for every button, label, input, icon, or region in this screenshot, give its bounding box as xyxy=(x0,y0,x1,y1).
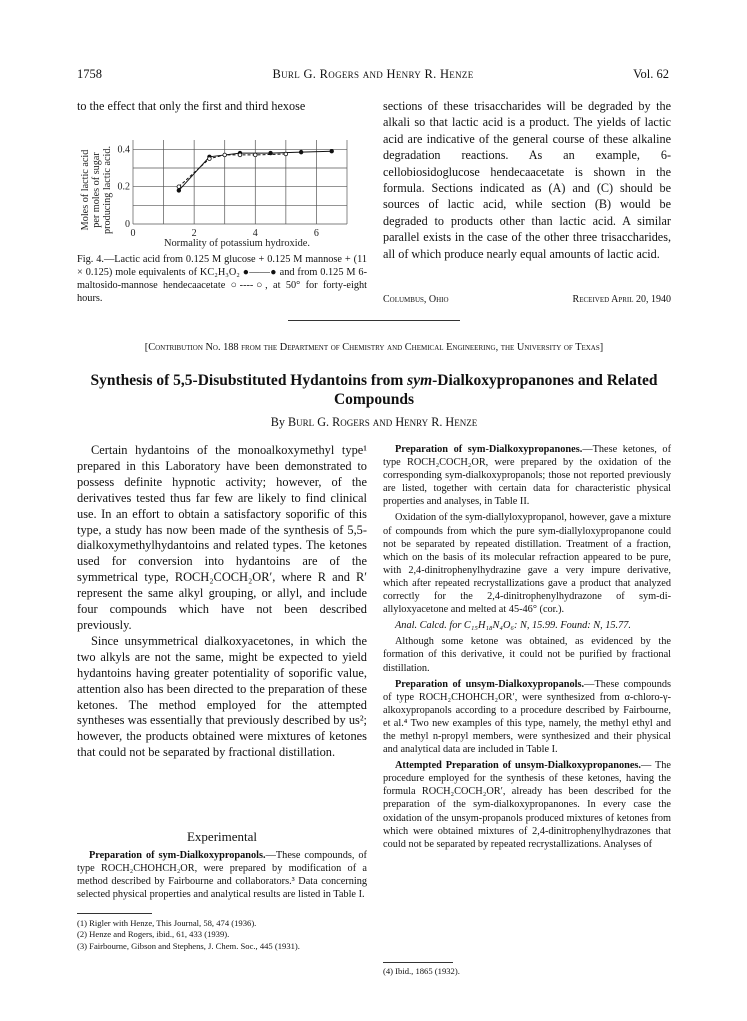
byline-by: By xyxy=(270,415,285,429)
running-authors: Burl G. Rogers and Henry R. Henze xyxy=(272,67,474,81)
series-1-point xyxy=(299,150,303,154)
series-2-point xyxy=(177,185,181,189)
series-2-line xyxy=(179,154,286,187)
prep4-body: — The procedure employed for the synthesis of these ketones, having the formula ROCH₂COCH₂OR′, already has been described for the preparation of the sym-dialkoxypropanones. In every case the oxidation of the unsym-propanols produced mixtures of ketones from which were obtained mixtures of 2,4-dinitrophenylhydrazones that could not be separated by repeated recrystallizations. Analyses of xyxy=(383,760,671,850)
prep1-body: —These compounds, of type ROCH₂CHOHCH₂OR, were prepared by modification of a method described by Fairbourne and collaborators.³ Data concerning selected physical properties and analytical results are listed in Table I. xyxy=(77,850,367,901)
analysis-line: Anal. Calcd. for C₁₅H₁₈N₄O₆: N, 15.99. Found: N, 15.77. xyxy=(395,620,631,632)
footnote-rule xyxy=(77,913,152,914)
article-title xyxy=(77,371,671,409)
prep-unsym-propanones xyxy=(383,759,671,851)
footnote-4: (4) Ibid., 1865 (1932). xyxy=(383,966,460,976)
series-2-point xyxy=(284,152,288,156)
volume-number: Vol. 62 xyxy=(633,67,669,81)
lactic-acid-chart xyxy=(77,122,367,252)
x-tick-label: 4 xyxy=(252,228,258,239)
prep3-heading: Preparation of unsym-Dialkoxypropanols. xyxy=(395,678,585,690)
series-2-point xyxy=(253,153,257,157)
series-1-point xyxy=(177,189,181,193)
although-paragraph: Although some ketone was obtained, as evidenced by the formation of this derivative, it could not be purified by fractional distillation. xyxy=(383,636,671,674)
prep-unsym-propanols xyxy=(383,678,671,757)
figure-4 xyxy=(77,122,367,252)
y-axis-label-line-1: Moles of lactic acid xyxy=(80,149,91,231)
y-axis-label-line-2: per moles of sugar xyxy=(91,152,102,228)
prep3-body: —These compounds of type ROCH₂CHOHCH₂OR′, were synthesized from α-chloro-γ-alkoxypropanols according to a procedure described by Fairbourne, et al.⁴ Two new examples of this type, namely, the methyl ethyl and the methyl n-propyl members, were synthesized and their physical and analytical data are included in Table I. xyxy=(383,678,672,756)
experimental-heading: Experimental xyxy=(186,829,258,844)
byline xyxy=(77,415,671,430)
y-tick-label: 0.4 xyxy=(117,144,130,156)
x-tick-label: 0 xyxy=(130,228,136,239)
y-tick-label: 0.2 xyxy=(117,181,130,193)
running-header xyxy=(77,67,669,85)
introduction xyxy=(77,443,367,761)
prep-dialkoxypropanones xyxy=(383,443,671,508)
footnote-1: (1) Rigler with Henze, This Journal, 58, 474 (1936). xyxy=(77,918,257,928)
series-1-point xyxy=(330,149,334,153)
intro-paragraph-1: Certain hydantoins of the monoalkoxymethyl type¹ prepared in this Laboratory have been demonstrated to possess definite hypnotic activity; however, of the derivatives tested thus far few are likely to find clinical use. In an effort to obtain a satisfactory soporific of this type, a study has now been made of the synthesis of 5,5-dialkoxymethylhydantoins and related types. The ketones used for conversion into hydantoins are of the symmetrical type, ROCH₂COCH₂OR′, where R and R′ represent the same alkyl grouping, or allyl, and include four compounds which have not been described previously. xyxy=(77,443,367,632)
series-2-point xyxy=(208,157,212,161)
x-tick-label: 6 xyxy=(313,228,319,239)
byline-authors: Burl G. Rogers and Henry R. Henze xyxy=(288,415,478,429)
experimental-right xyxy=(383,443,671,851)
title-part-2: -Dialkoxypropanones and Related Compounds xyxy=(333,372,658,408)
prep2-body: —These ketones, of type ROCH₂COCH₂OR, were prepared by the oxidation of the corresponding sym-dialkoxypropanols; those not reported previously are listed, together with certain data for characteristic physical properties and analyses, in Table II. xyxy=(383,444,671,508)
page-number: 1758 xyxy=(77,67,102,81)
footnotes-left xyxy=(77,918,367,952)
prep1-heading: Preparation of sym-Dialkoxypropanols. xyxy=(89,850,266,861)
x-tick-label: 2 xyxy=(191,228,197,239)
contribution-note: [Contribution No. 188 from the Department of Chemistry and Chemical Engineering, the University of Texas] xyxy=(144,342,604,353)
y-axis-label-line-3: producing lactic acid. xyxy=(102,146,113,234)
series-2-point xyxy=(223,153,227,157)
received-date: Received April 20, 1940 xyxy=(572,294,671,305)
x-axis-label: Normality of potassium hydroxide. xyxy=(163,238,311,249)
previous-article-tail-left: to the effect that only the first and third hexose xyxy=(77,99,306,113)
experimental-left xyxy=(77,849,367,901)
footnote-2: (2) Henze and Rogers, ibid., 61, 433 (1939). xyxy=(77,929,230,940)
footnote-rule-right xyxy=(383,962,453,963)
title-part-1: Synthesis of 5,5-Disubstituted Hydantoins from xyxy=(90,372,404,389)
previous-article-tail-right xyxy=(383,98,671,262)
series-2-point xyxy=(238,153,242,157)
footnote-3: (3) Fairbourne, Gibson and Stephens, J. Chem. Soc., 445 (1931). xyxy=(77,940,300,951)
section-divider xyxy=(288,320,460,321)
prep-dialkoxypropanols xyxy=(77,849,367,901)
plot-area xyxy=(118,140,348,239)
y-tick-label: 0 xyxy=(125,219,130,230)
title-sym: sym xyxy=(407,372,433,389)
prep4-heading: Attempted Preparation of unsym-Dialkoxypropanones. xyxy=(395,760,642,772)
city: Columbus, Ohio xyxy=(383,294,449,305)
intro-paragraph-2: Since unsymmetrical dialkoxyacetones, in which the two alkyls are not the same, might be expected to yield hydantoins having greater potentiality of soporific value, attention also has been directed to the preparation of these ketones. The method employed for the attempted syntheses was essentially that previously described by us²; however, the products obtained were mixtures of ketones that could not be separated by fractional distillation. xyxy=(77,633,367,760)
oxidation-paragraph: Oxidation of the sym-diallyloxypropanol, however, gave a mixture of compounds from which the pure sym-diallyloxypropanone could not be separated by repeated distillation. Treatment of a fraction, which on the basis of its molecular refraction appeared to be pure, with 2,4-dinitrophenylhydrazine gave a very impure derivative, which after repeated recrystallizations gave a product that analyzed correctly for the 2,4-dinitrophenylhydrazone of sym-diallyloxyacetone and melted at 45-46° (cor.). xyxy=(383,512,671,616)
figure-caption: Fig. 4.—Lactic acid from 0.125 M glucose + 0.125 M mannose + (11 × 0.125) mole equivalents of KC₂H₃O₂ ●——● and from 0.125 M 6-maltosido-mannose hendecaacetate ○----○, at 50° for forty-eight hours. xyxy=(77,254,367,305)
prep2-heading: Preparation of sym-Dialkoxypropanones. xyxy=(395,444,583,455)
paragraph: sections of these trisaccharides will be degraded by the alkali so that lactic acid is a product. The yields of lactic acid are indicative of the general course of these alkaline degradation reactions. As an example, 6-cellobiosidoglucose hendecaacetate is shown in the formula. Sections indicated as (A) and (C) should be sources of lactic acid, while section (B) would be degraded to products other than lactic acid. A similar parallel exists in the case of the other three trisaccharides, all of which produce nearly equal amounts of lactic acid. xyxy=(383,99,671,261)
